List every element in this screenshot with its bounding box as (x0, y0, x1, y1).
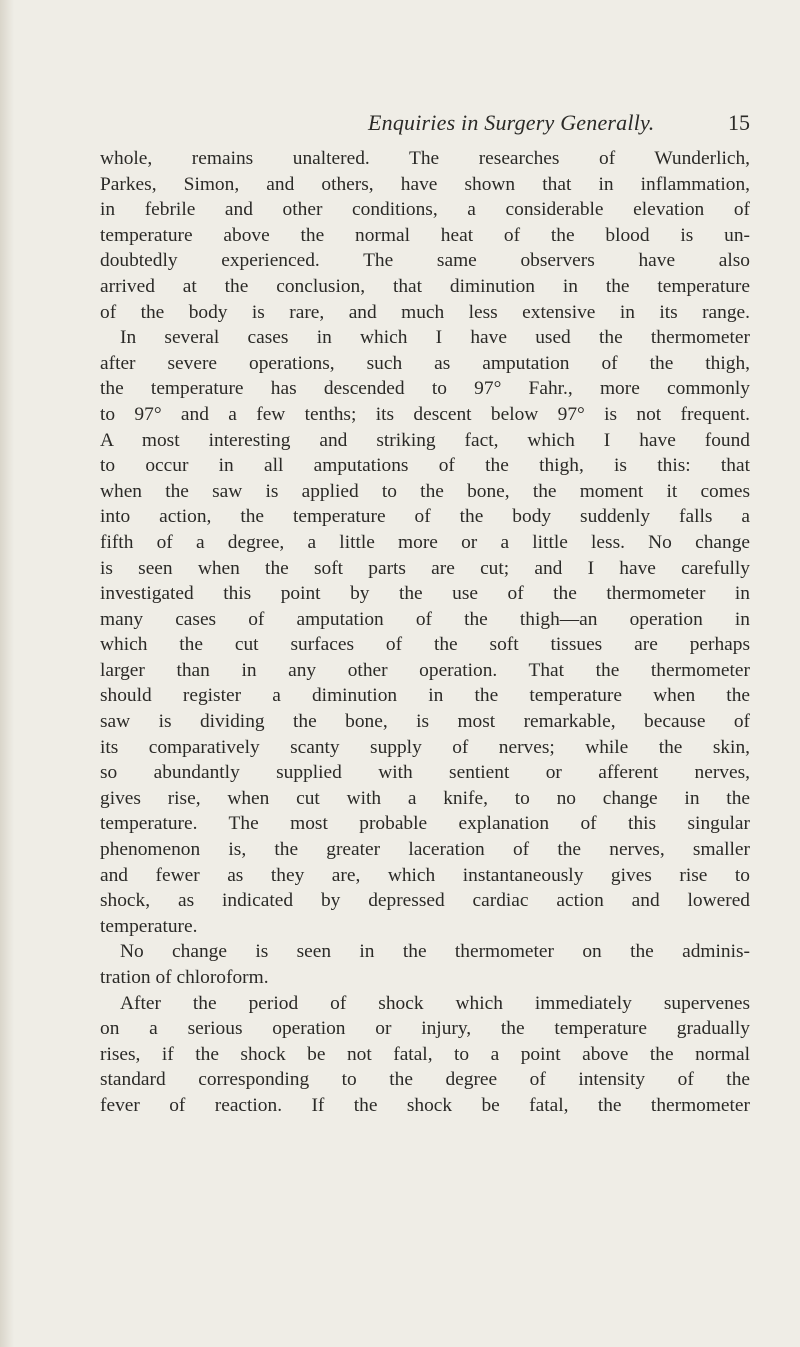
text-line: A most interesting and striking fact, which I have found (100, 429, 750, 451)
text-line: to occur in all amputations of the thigh, is this: that (100, 455, 750, 477)
text-line: into action, the temperature of the body suddenly falls a (100, 506, 750, 528)
running-head (100, 110, 750, 138)
text-line: so abundantly supplied with sentient or afferent nerves, (100, 762, 750, 784)
text-line: phenomenon is, the greater laceration of the nerves, smaller (100, 839, 750, 861)
text-line: fever of reaction. If the shock be fatal, the thermometer (100, 1094, 750, 1116)
paragraph-start-line: After the period of shock which immediately supervenes (120, 992, 750, 1014)
body-text (100, 146, 750, 1119)
text-line: the temperature has descended to 97° Fahr., more commonly (100, 378, 750, 400)
page-number: 15 (728, 110, 750, 135)
text-line: Parkes, Simon, and others, have shown that in inflammation, (100, 173, 750, 195)
text-line: and fewer as they are, which instantaneously gives rise to (100, 864, 750, 886)
text-line: its comparatively scanty supply of nerves; while the skin, (100, 736, 750, 758)
text-line: larger than in any other operation. That the thermometer (100, 659, 750, 681)
text-line: rises, if the shock be not fatal, to a point above the normal (100, 1043, 750, 1065)
text-line: arrived at the conclusion, that diminution in the temperature (100, 275, 750, 297)
text-line: of the body is rare, and much less extensive in its range. (100, 301, 750, 323)
text-line: temperature above the normal heat of the blood is un- (100, 224, 750, 246)
text-line: saw is dividing the bone, is most remarkable, because of (100, 711, 750, 733)
text-line: when the saw is applied to the bone, the moment it comes (100, 480, 750, 502)
text-line: after severe operations, such as amputation of the thigh, (100, 352, 750, 374)
paragraph-start-line: No change is seen in the thermometer on the adminis- (120, 941, 750, 963)
text-line: should register a diminution in the temperature when the (100, 685, 750, 707)
paragraph-end-line: temperature. (100, 915, 198, 937)
paragraph-start-line: In several cases in which I have used the thermometer (120, 327, 750, 349)
text-line: gives rise, when cut with a knife, to no change in the (100, 787, 750, 809)
paragraph-end-line: tration of chloroform. (100, 967, 269, 988)
text-line: investigated this point by the use of the thermometer in (100, 583, 750, 605)
text-line: doubtedly experienced. The same observers have also (100, 250, 750, 272)
text-line: in febrile and other conditions, a considerable elevation of (100, 199, 750, 221)
running-head-title: Enquiries in Surgery Generally. (368, 110, 655, 135)
text-line: is seen when the soft parts are cut; and I have carefully (100, 557, 750, 579)
page-edge-shadow (0, 0, 14, 1347)
text-line: shock, as indicated by depressed cardiac action and lowered (100, 890, 750, 912)
text-line: which the cut surfaces of the soft tissues are perhaps (100, 634, 750, 656)
text-line: temperature. The most probable explanation of this singular (100, 813, 750, 835)
text-line: to 97° and a few tenths; its descent below 97° is not frequent. (100, 403, 750, 425)
text-line: whole, remains unaltered. The researches of Wunderlich, (100, 148, 750, 169)
text-line: fifth of a degree, a little more or a little less. No change (100, 531, 750, 553)
text-line: standard corresponding to the degree of intensity of the (100, 1069, 750, 1091)
text-line: on a serious operation or injury, the temperature gradually (100, 1018, 750, 1040)
text-line: many cases of amputation of the thigh—an operation in (100, 608, 750, 630)
